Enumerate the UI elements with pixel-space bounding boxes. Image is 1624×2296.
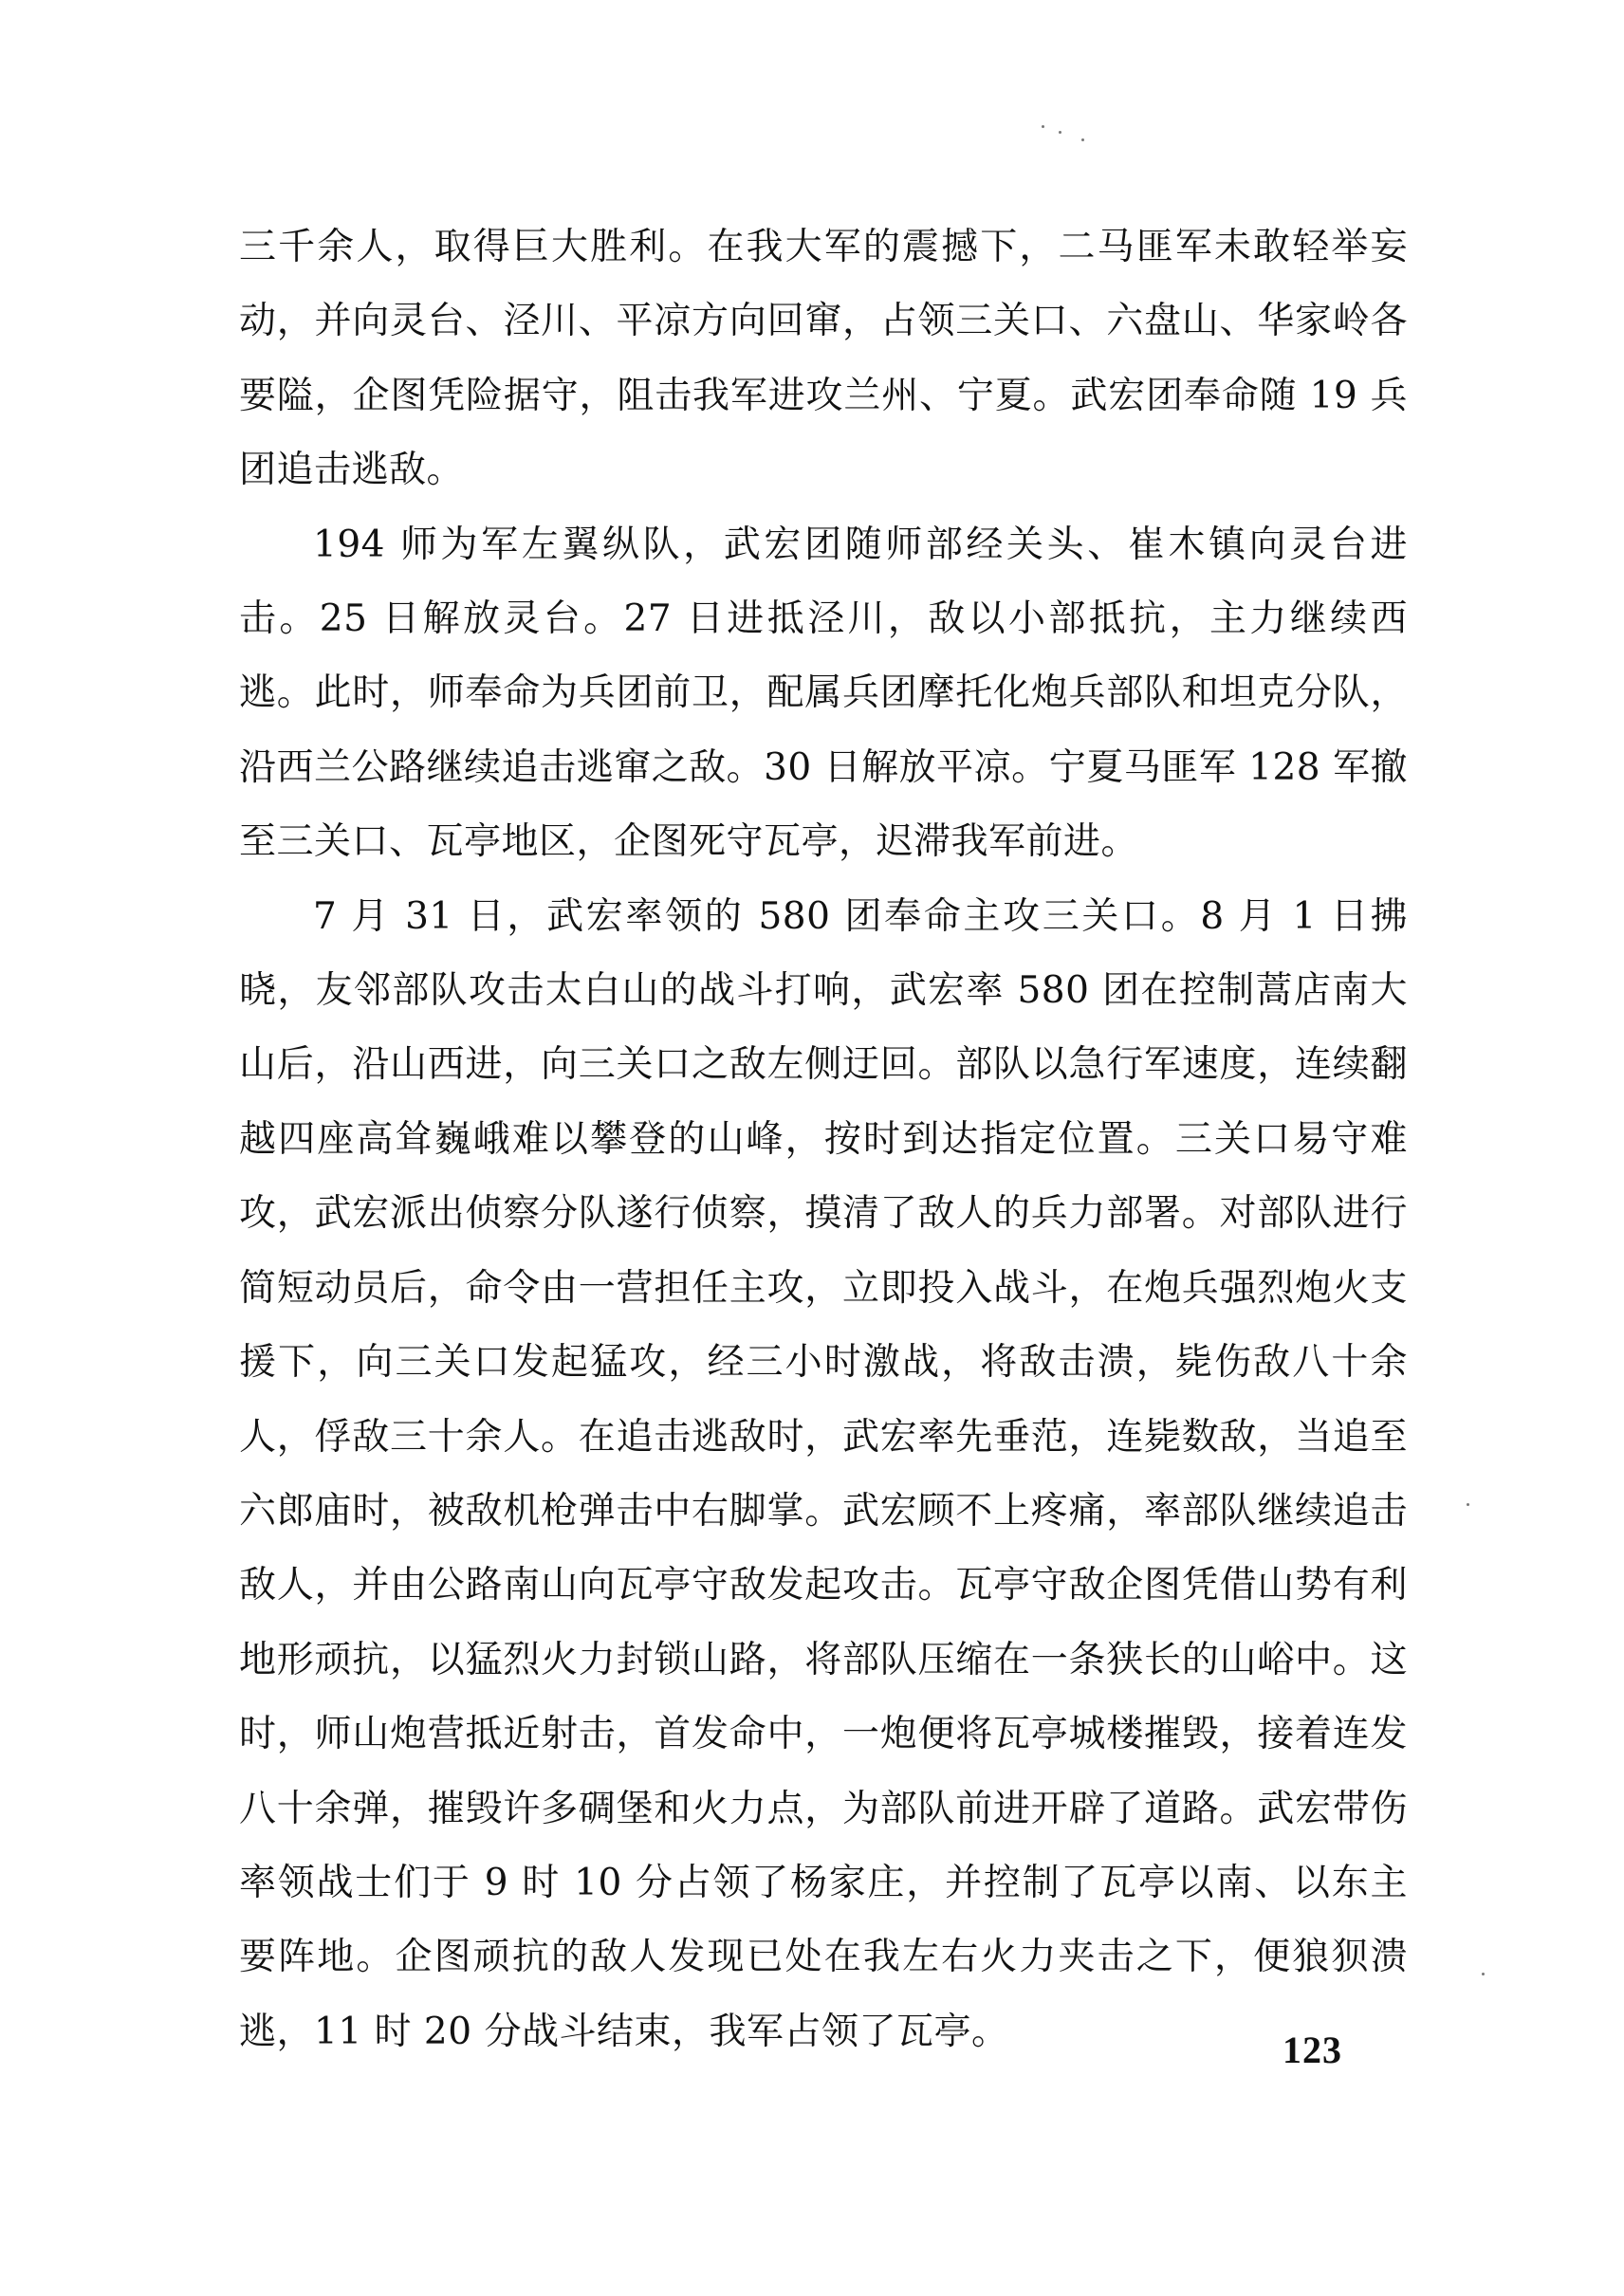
scan-speck: [1059, 131, 1061, 134]
paragraph-1: 三千余人，取得巨大胜利。在我大军的震撼下，二马匪军未敢轻举妄动，并向灵台、泾川、平凉方向回窜，占领三关口、六盘山、华家岭各要隘，企图凭险据守，阻击我军进攻兰州、宁夏。武宏团奉命随 19 兵团追击逃敌。: [239, 226, 1408, 492]
body-text: [239, 211, 1408, 2069]
scan-speck: [1482, 1973, 1485, 1975]
scan-speck: [1081, 138, 1084, 141]
page-number: 123: [1283, 2029, 1342, 2071]
scan-speck: [1042, 125, 1044, 128]
paragraph-2: 194 师为军左翼纵队，武宏团随师部经关头、崔木镇向灵台进击。25 日解放灵台。27 日进抵泾川，敌以小部抵抗，主力继续西逃。此时，师奉命为兵团前卫，配属兵团摩托化炮兵部队和坦克分队，沿西兰公路继续追击逃窜之敌。30 日解放平凉。宁夏马匪军 128 军撤至三关口、瓦亭地区，企图死守瓦亭，迟滞我军前进。: [239, 523, 1408, 864]
paragraph-3: 7 月 31 日，武宏率领的 580 团奉命主攻三关口。8 月 1 日拂晓，友邻部队攻击太白山的战斗打响，武宏率 580 团在控制蒿店南大山后，沿山西进，向三关口之敌左侧迂回。部队以急行军速度，连续翻越四座高耸巍峨难以攀登的山峰，按时到达指定位置。三关口易守难攻，武宏派出侦察分队遂行侦察，摸清了敌人的兵力部署。对部队进行简短动员后，命令由一营担任主攻，立即投入战斗，在炮兵强烈炮火支援下，向三关口发起猛攻，经三小时激战，将敌击溃，毙伤敌八十余人，俘敌三十余人。在追击逃敌时，武宏率先垂范，连毙数敌，当追至六郎庙时，被敌机枪弹击中右脚掌。武宏顾不上疼痛，率部队继续追击敌人，并由公路南山向瓦亭守敌发起攻击。瓦亭守敌企图凭借山势有利地形顽抗，以猛烈火力封锁山路，将部队压缩在一条狭长的山峪中。这时，师山炮营抵近射击，首发命中，一炮便将瓦亭城楼摧毁，接着连发八十余弹，摧毁许多碉堡和火力点，为部队前进开辟了道路。武宏带伤率领战士们于 9 时 10 分占领了杨家庄，并控制了瓦亭以南、以东主要阵地。企图顽抗的敌人发现已处在我左右火力夹击之下，便狼狈溃逃，11 时 20 分战斗结束，我军占领了瓦亭。: [239, 894, 1408, 2053]
scan-speck: [1467, 1503, 1469, 1506]
